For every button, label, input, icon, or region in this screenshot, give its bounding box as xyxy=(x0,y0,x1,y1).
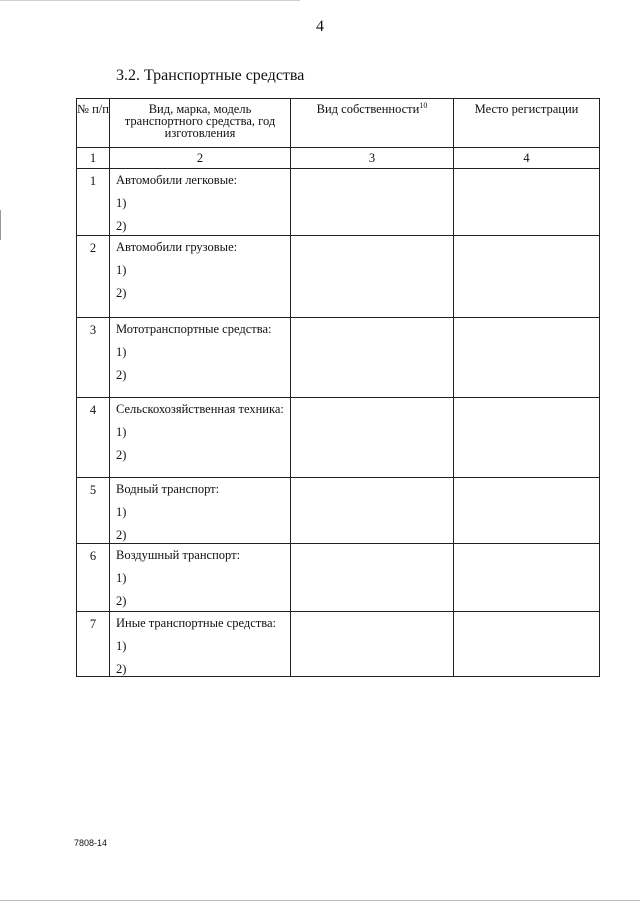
sub-item-label: 2) xyxy=(116,448,127,462)
top-edge-rule xyxy=(0,0,300,1)
table-row xyxy=(77,169,600,236)
row-number: 2 xyxy=(77,236,110,318)
header-ownership xyxy=(291,99,454,148)
row-number: 3 xyxy=(77,318,110,398)
table-row xyxy=(77,236,600,318)
row-number: 1 xyxy=(77,169,110,236)
sub-item-label: 2) xyxy=(116,594,127,608)
category-label: Автомобили легковые: xyxy=(116,173,238,187)
sub-item-label: 1) xyxy=(116,425,127,439)
category-cell xyxy=(110,236,291,318)
category-label: Мототранспортные средства: xyxy=(116,322,272,336)
ownership-cell[interactable] xyxy=(291,318,454,398)
left-scan-mark xyxy=(0,210,1,240)
index-cell: 2 xyxy=(110,148,291,169)
category-cell xyxy=(110,318,291,398)
sub-item-label: 2) xyxy=(116,286,127,300)
row-number: 7 xyxy=(77,612,110,677)
bottom-edge-rule xyxy=(0,900,640,901)
index-cell: 1 xyxy=(77,148,110,169)
row-number: 5 xyxy=(77,478,110,544)
registration-cell[interactable] xyxy=(454,318,600,398)
sub-item-label: 1) xyxy=(116,263,127,277)
registration-cell[interactable] xyxy=(454,544,600,612)
header-num: № п/п xyxy=(77,99,110,148)
sub-item-label: 1) xyxy=(116,571,127,585)
page-number: 4 xyxy=(316,18,324,35)
category-label: Водный транспорт: xyxy=(116,482,220,496)
table-row xyxy=(77,318,600,398)
ownership-cell[interactable] xyxy=(291,236,454,318)
category-cell xyxy=(110,478,291,544)
footnote-marker: 10 xyxy=(419,100,428,110)
ownership-cell[interactable] xyxy=(291,478,454,544)
header-ownership-label: Вид собственности xyxy=(316,102,420,116)
registration-cell[interactable] xyxy=(454,398,600,478)
header-row xyxy=(77,99,600,148)
category-label: Иные транспортные средства: xyxy=(116,616,276,630)
sub-item-label: 2) xyxy=(116,219,127,233)
registration-cell[interactable] xyxy=(454,236,600,318)
table-row xyxy=(77,398,600,478)
sub-item-label: 1) xyxy=(116,196,127,210)
section-title: 3.2. Транспортные средства xyxy=(116,67,305,84)
table-row xyxy=(77,478,600,544)
sub-item-label: 1) xyxy=(116,345,127,359)
category-label: Воздушный транспорт: xyxy=(116,548,241,562)
ownership-cell[interactable] xyxy=(291,544,454,612)
index-cell: 4 xyxy=(454,148,600,169)
registration-cell[interactable] xyxy=(454,169,600,236)
registration-cell[interactable] xyxy=(454,478,600,544)
category-cell xyxy=(110,544,291,612)
ownership-cell[interactable] xyxy=(291,612,454,677)
header-kind: Вид, марка, модель транспортного средства, год изготовления xyxy=(110,99,291,148)
category-cell xyxy=(110,169,291,236)
category-cell xyxy=(110,612,291,677)
sub-item-label: 1) xyxy=(116,639,127,653)
sub-item-label: 2) xyxy=(116,528,127,542)
sub-item-label: 1) xyxy=(116,505,127,519)
category-cell xyxy=(110,398,291,478)
ownership-cell[interactable] xyxy=(291,169,454,236)
document-code: 7808-14 xyxy=(74,838,108,848)
index-cell: 3 xyxy=(291,148,454,169)
row-number: 4 xyxy=(77,398,110,478)
row-number: 6 xyxy=(77,544,110,612)
sub-item-label: 2) xyxy=(116,368,127,382)
category-label: Автомобили грузовые: xyxy=(116,240,238,254)
sub-item-label: 2) xyxy=(116,662,127,676)
table-row xyxy=(77,612,600,677)
column-index-row xyxy=(77,148,600,169)
category-label: Сельскохозяйственная техника: xyxy=(116,402,284,416)
vehicles-table xyxy=(76,98,600,677)
ownership-cell[interactable] xyxy=(291,398,454,478)
table-row xyxy=(77,544,600,612)
registration-cell[interactable] xyxy=(454,612,600,677)
header-registration: Место регистрации xyxy=(454,99,600,148)
